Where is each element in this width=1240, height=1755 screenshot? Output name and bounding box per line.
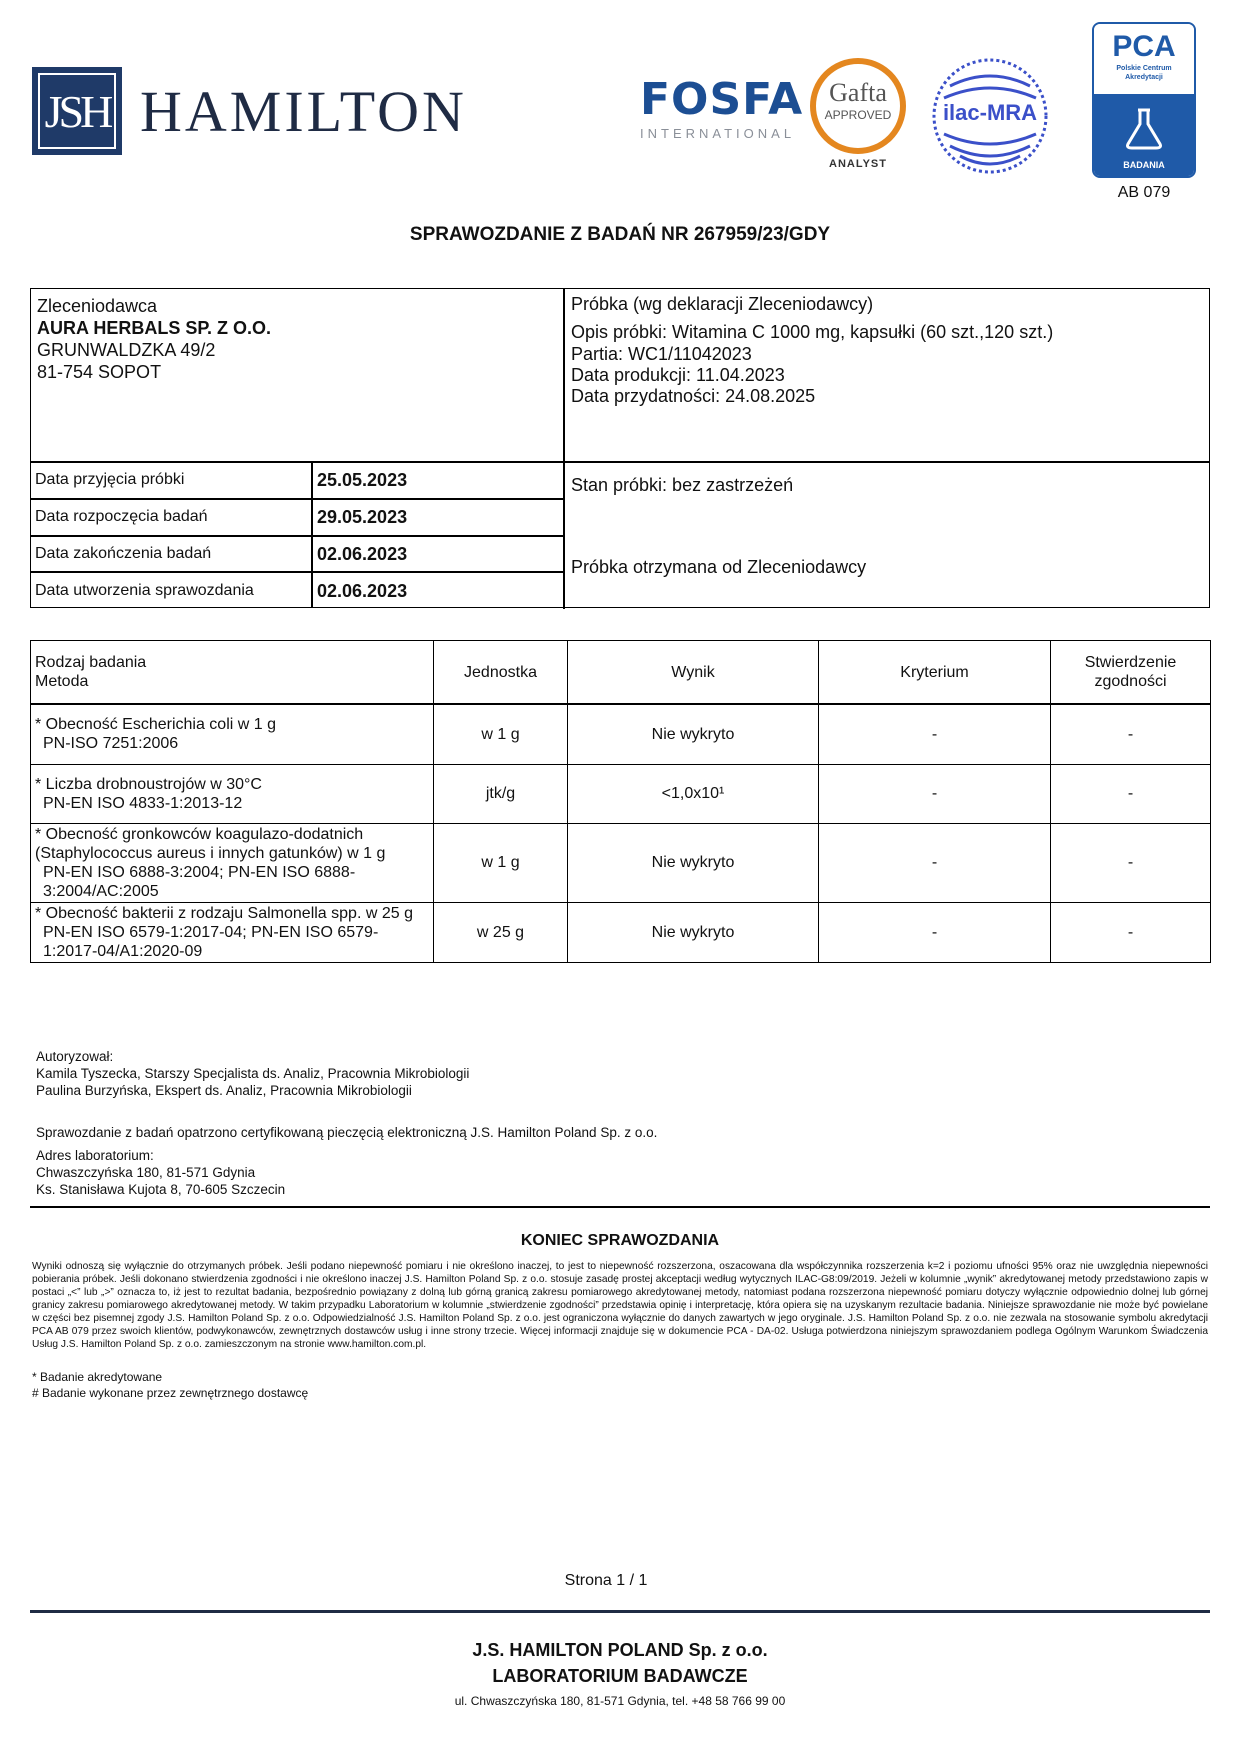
test-criterion: -	[819, 764, 1051, 823]
external-supplier-note: # Badanie wykonane przez zewnętrznego dostawcę	[32, 1386, 309, 1400]
test-unit: w 25 g	[434, 902, 568, 962]
client-name: AURA HERBALS SP. Z O.O.	[37, 318, 272, 338]
sample-description: Opis próbki: Witamina C 1000 mg, kapsułki (60 szt.,120 szt.)	[571, 322, 1054, 342]
date-value: 29.05.2023	[317, 507, 408, 527]
test-criterion: -	[819, 823, 1051, 902]
pca-accreditation-code: AB 079	[1117, 184, 1171, 201]
client-label: Zleceniodawca	[37, 296, 158, 316]
test-cell	[31, 764, 434, 823]
fosfa-wordmark: FOSFA	[640, 74, 804, 125]
gafta-analyst-label: ANALYST	[829, 158, 887, 170]
test-criterion: -	[819, 902, 1051, 962]
test-name: * Obecność gronkowców koagulazo-dodatnich (Staphylococcus aureus i innych gatunków) w 1 g	[35, 825, 386, 862]
date-label: Data rozpoczęcia badań	[35, 508, 208, 525]
accredited-note: * Badanie akredytowane	[32, 1370, 163, 1384]
info-box-divider	[563, 289, 565, 609]
footer-company: J.S. HAMILTON POLAND Sp. z o.o.	[472, 1640, 768, 1660]
column-header-method: Metoda	[35, 673, 89, 690]
test-result: Nie wykryto	[568, 704, 819, 764]
test-result: Nie wykryto	[568, 823, 819, 902]
column-header-conformity	[1051, 641, 1211, 705]
fosfa-subtitle: INTERNATIONAL	[640, 126, 796, 141]
sample-production-date: Data produkcji: 11.04.2023	[571, 365, 785, 385]
sample-expiry-date: Data przydatności: 24.08.2025	[571, 386, 816, 406]
test-result: Nie wykryto	[568, 902, 819, 962]
dates-row-line	[31, 571, 563, 573]
column-header-unit: Jednostka	[434, 641, 568, 705]
client-street: GRUNWALDZKA 49/2	[37, 340, 216, 360]
lab-address-line2: Ks. Stanisława Kujota 8, 70-605 Szczecin	[36, 1182, 286, 1197]
gafta-approved: APPROVED	[824, 108, 892, 122]
column-header-result: Wynik	[568, 641, 819, 705]
end-of-report-title: KONIEC SPRAWOZDANIA	[520, 1232, 720, 1249]
gafta-logo	[810, 58, 906, 154]
test-unit: w 1 g	[434, 704, 568, 764]
fosfa-logo	[640, 74, 804, 141]
test-unit: w 1 g	[434, 823, 568, 902]
test-conformity: -	[1051, 823, 1211, 902]
test-method: PN-EN ISO 6579-1:2017-04; PN-EN ISO 6579-1:2017-04/A1:2020-09	[43, 923, 379, 960]
sample-condition: Stan próbki: bez zastrzeżeń	[571, 475, 794, 495]
info-box-separator	[31, 461, 1209, 463]
test-conformity: -	[1051, 704, 1211, 764]
gafta-wordmark: Gafta	[829, 78, 887, 107]
test-cell	[31, 823, 434, 902]
test-cell	[31, 902, 434, 962]
pca-subtitle-2: Akredytacji	[1125, 74, 1163, 81]
footer-address: ul. Chwaszczyńska 180, 81-571 Gdynia, tel. +48 58 766 99 00	[454, 1694, 786, 1708]
pca-accreditation-logo	[1092, 22, 1196, 178]
dates-row-line	[31, 498, 563, 500]
test-cell	[31, 704, 434, 764]
test-results-table	[30, 640, 1211, 963]
dates-column-divider	[311, 461, 313, 607]
table-row	[31, 764, 1211, 823]
pca-badania-label: BADANIA	[1123, 160, 1165, 170]
column-header-test	[31, 641, 434, 705]
report-title: SPRAWOZDANIE Z BADAŃ NR 267959/23/GDY	[409, 224, 831, 245]
date-value: 02.06.2023	[317, 544, 408, 564]
column-header-conformity-line2: zgodności	[1094, 673, 1167, 690]
hamilton-logo-name: HAMILTON	[140, 79, 467, 144]
test-unit: jtk/g	[434, 764, 568, 823]
table-row	[31, 823, 1211, 902]
hamilton-logo-mark	[32, 67, 122, 155]
lab-address-line1: Chwaszczyńska 180, 81-571 Gdynia	[36, 1165, 256, 1180]
logo-monogram: JSH	[38, 73, 116, 149]
test-result: <1,0x10¹	[568, 764, 819, 823]
column-header-criterion: Kryterium	[819, 641, 1051, 705]
date-value: 25.05.2023	[317, 470, 408, 490]
test-criterion: -	[819, 704, 1051, 764]
test-method: PN-ISO 7251:2006	[43, 735, 179, 753]
pca-wordmark: PCA	[1112, 30, 1176, 63]
date-value: 02.06.2023	[317, 581, 408, 601]
flask-icon	[1124, 106, 1164, 150]
sample-source: Próbka otrzymana od Zleceniodawcy	[571, 557, 867, 577]
lab-address-label: Adres laboratorium:	[36, 1148, 154, 1163]
page-number: Strona 1 / 1	[564, 1572, 648, 1589]
authorization-label: Autoryzował:	[36, 1049, 114, 1064]
authorizer-2: Paulina Burzyńska, Ekspert ds. Analiz, Pracownia Mikrobiologii	[36, 1083, 412, 1098]
table-row	[31, 704, 1211, 764]
column-header-conformity-line1: Stwierdzenie	[1084, 654, 1177, 671]
dates-row-line	[31, 535, 563, 537]
table-header-row	[31, 641, 1211, 705]
ilac-mra-label: ilac-MRA	[942, 100, 1038, 125]
table-row	[31, 902, 1211, 962]
test-method: PN-EN ISO 4833-1:2013-12	[43, 794, 243, 812]
footer-divider	[30, 1610, 1210, 1613]
client-city: 81-754 SOPOT	[37, 362, 162, 382]
date-label: Data przyjęcia próbki	[35, 471, 185, 488]
divider	[30, 1206, 1210, 1208]
date-label: Data utworzenia sprawozdania	[35, 582, 254, 599]
test-conformity: -	[1051, 902, 1211, 962]
pca-subtitle-1: Polskie Centrum	[1116, 65, 1172, 72]
test-conformity: -	[1051, 764, 1211, 823]
sample-label: Próbka (wg deklaracji Zleceniodawcy)	[571, 294, 874, 314]
authorizer-1: Kamila Tyszecka, Starszy Specjalista ds. Analiz, Pracownia Mikrobiologii	[36, 1066, 470, 1081]
test-name: * Obecność Escherichia coli w 1 g	[35, 716, 276, 734]
sample-batch: Partia: WC1/11042023	[571, 344, 752, 364]
test-name: * Liczba drobnoustrojów w 30°C	[35, 775, 262, 793]
disclaimer-text: Wyniki odnoszą się wyłącznie do otrzymanych próbek. Jeśli podano niepewność pomiaru i nie określono inaczej, to jest to niepewność rozszerzona, oszacowana dla współczynnika rozszerzenia k=2 i poziomu ufności 95% oraz nie uwzględnia niepewności pobierania próbek. Jeśli dokonano stwierdzenia zgodności i nie określono inaczej J.S. Hamilton Poland Sp. z o.o. stosuje zasadę prostej akceptacji według wytycznych ILAC-G8:09/2019. Jeżeli w kolumnie „wynik” akredytowanej metody przedstawiono zapis w postaci „<” lub „>” oznacza to, iż jest to rezultat badania, bezpośrednio powiązany z dolną lub górną granicą zakresu pomiarowego akredytowanej metody, natomiast podana rozszerzona niepewność pomiaru dotyczy wyłącznie odpowiednio dolnej lub górnej granicy zakresu pomiarowego akredytowanej metody. W takim przypadku Laboratorium w kolumnie „stwierdzenie zgodności” przedstawia opinię i interpretację, która opiera się na uzyskanym rezultacie badania. Niniejsze sprawozdanie nie może być powielane w części bez pisemnej zgody J.S. Hamilton Poland Sp. z o.o. Odpowiedzialność J.S. Hamilton Poland Sp. z o.o. jest ograniczona wyłącznie do danych zawartych w jego oryginale. J.S. Hamilton Poland Sp. z o.o. nie zezwala na stosowanie symbolu akredytacji PCA AB 079 przez swoich klientów, podwykonawców, zewnętrznych dostawców usług i inne strony trzecie. Więcej informacji znajduje się w dokumencie PCA - DA-02. Usługa potwierdzona niniejszym sprawozdaniem podlega Ogólnym Warunkom Świadczenia Usług J.S. Hamilton Poland Sp. z o.o. zamieszczonym na stronie www.hamilton.com.pl.	[32, 1261, 1208, 1350]
test-name: * Obecność bakterii z rodzaju Salmonella spp. w 25 g	[35, 904, 413, 922]
date-label: Data zakończenia badań	[35, 545, 212, 562]
report-info-box	[30, 288, 1210, 608]
seal-note: Sprawozdanie z badań opatrzono certyfikowaną pieczęcią elektroniczną J.S. Hamilton Poland Sp. z o.o.	[36, 1125, 658, 1140]
column-header-type: Rodzaj badania	[35, 654, 147, 671]
test-method: PN-EN ISO 6888-3:2004; PN-EN ISO 6888-3:2004/AC:2005	[43, 863, 356, 900]
footer-lab: LABORATORIUM BADAWCZE	[492, 1666, 748, 1686]
